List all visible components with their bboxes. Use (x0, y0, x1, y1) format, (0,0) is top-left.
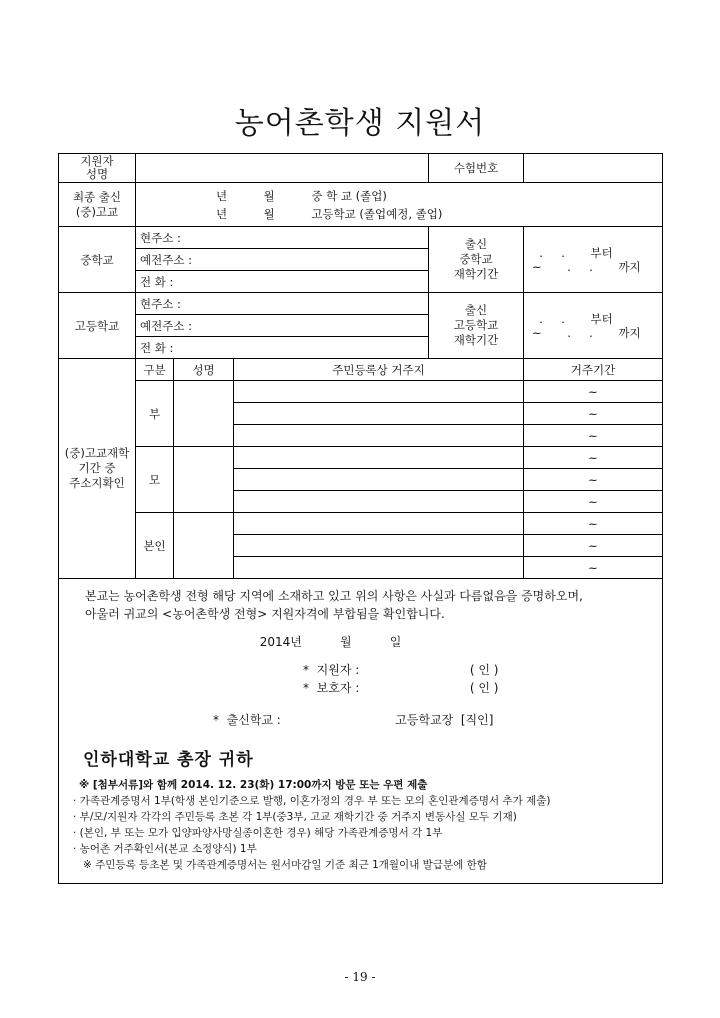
certification-section (59, 579, 663, 884)
self-address-field[interactable] (234, 535, 524, 557)
high-period-field[interactable]: . . 부터 ~ . . 까지 (524, 293, 663, 359)
mother-address-field[interactable] (234, 491, 524, 513)
mother-period-field[interactable]: ~ (524, 491, 663, 513)
self-period-field[interactable]: ~ (524, 557, 663, 579)
mother-address-field[interactable] (234, 469, 524, 491)
note-item: ※ 주민등록 등초본 및 가족관계증명서는 원서마감일 기준 최근 1개월이내 발급분에 한함 (73, 859, 487, 871)
self-address-field[interactable] (234, 513, 524, 535)
principal-signature-line: * 출신학교 : 고등학교장 [직인] (213, 713, 494, 727)
exam-number-label: 수험번호 (429, 154, 524, 183)
applicant-name-label: 지원자 성명 (59, 154, 136, 183)
residence-group-self: 본인 (136, 513, 174, 579)
middle-previous-address-field[interactable] (136, 249, 429, 271)
certification-line-1: 본교는 농어촌학생 전형 해당 지역에 소재하고 있고 위의 사항은 사실과 다름없음을 증명하오며, (85, 589, 583, 603)
father-address-field[interactable] (234, 403, 524, 425)
high-current-address-label: 현주소 : (140, 296, 181, 311)
high-phone-field[interactable] (136, 337, 429, 359)
page-number: - 19 - (344, 970, 376, 984)
applicant-signature-line: * 지원자 : ( 인 ) (303, 663, 499, 677)
father-period-field[interactable]: ~ (524, 425, 663, 447)
self-period-field[interactable]: ~ (524, 513, 663, 535)
note-item: · 가족관계증명서 1부(학생 본인기준으로 발행, 이혼가정의 경우 부 또는 모의 혼인관계증명서 추가 제출) (73, 795, 551, 807)
middle-school-label: 중학교 (59, 227, 136, 293)
father-name-field[interactable] (174, 381, 234, 447)
note-item: · 부/모/지원자 각각의 주민등록 초본 각 1부(중3부, 고교 재학기간 중 거주지 변동사실 모두 기재) (73, 811, 517, 823)
father-address-field[interactable] (234, 425, 524, 447)
note-item: · 농어촌 거주확인서(본교 소정양식) 1부 (73, 843, 257, 855)
mother-name-field[interactable] (174, 447, 234, 513)
middle-current-address-field[interactable] (136, 227, 429, 249)
applicant-name-field[interactable] (136, 154, 429, 183)
middle-previous-address-label: 예전주소 : (140, 252, 192, 267)
residence-group-father: 부 (136, 381, 174, 447)
father-period-field[interactable]: ~ (524, 381, 663, 403)
father-address-field[interactable] (234, 381, 524, 403)
residence-header-period: 거주기간 (524, 359, 663, 381)
page-title: 농어촌학생 지원서 (234, 106, 486, 141)
high-period-label: 출신 고등학교 재학기간 (429, 293, 524, 359)
exam-number-field[interactable] (524, 154, 663, 183)
high-previous-address-label: 예전주소 : (140, 318, 192, 333)
graduation-middle-line: 년 월 중 학 교 (졸업) (216, 188, 387, 203)
application-form-table (58, 153, 663, 884)
residence-check-label: (중)고교재학 기간 중 주소지확인 (59, 359, 136, 579)
graduation-field[interactable] (136, 183, 663, 227)
residence-header-name: 성명 (174, 359, 234, 381)
notes-section (73, 777, 648, 873)
father-period-field[interactable]: ~ (524, 403, 663, 425)
mother-period-field[interactable]: ~ (524, 469, 663, 491)
self-name-field[interactable] (174, 513, 234, 579)
high-phone-label: 전 화 : (140, 340, 174, 355)
high-current-address-field[interactable] (136, 293, 429, 315)
self-period-field[interactable]: ~ (524, 535, 663, 557)
middle-period-field[interactable]: . . 부터 ~ . . 까지 (524, 227, 663, 293)
certification-date: 2014년 월 일 (259, 635, 402, 649)
residence-group-mother: 모 (136, 447, 174, 513)
high-previous-address-field[interactable] (136, 315, 429, 337)
guardian-signature-line: * 보호자 : ( 인 ) (303, 681, 499, 695)
middle-phone-field[interactable] (136, 271, 429, 293)
notes-heading: ※ [첨부서류]와 함께 2014. 12. 23(화) 17:00까지 방문 또는 우편 제출 (79, 779, 428, 791)
self-address-field[interactable] (234, 557, 524, 579)
note-item: · (본인, 부 또는 모가 입양파양사망실종이혼한 경우) 해당 가족관계증명서 각 1부 (73, 827, 443, 839)
middle-phone-label: 전 화 : (140, 274, 174, 289)
residence-header-type: 구분 (136, 359, 174, 381)
graduation-label: 최종 출신 (중)고교 (59, 183, 136, 227)
certification-line-2: 아울러 귀교의 <농어촌학생 전형> 지원자격에 부합됨을 확인합니다. (85, 607, 445, 621)
middle-current-address-label: 현주소 : (140, 230, 181, 245)
mother-period-field[interactable]: ~ (524, 447, 663, 469)
graduation-high-line: 년 월 고등학교 (졸업예정, 졸업) (216, 206, 443, 221)
middle-period-label: 출신 중학교 재학기간 (429, 227, 524, 293)
residence-header-address: 주민등록상 거주지 (234, 359, 524, 381)
addressee: 인하대학교 총장 귀하 (83, 750, 254, 770)
high-school-label: 고등학교 (59, 293, 136, 359)
mother-address-field[interactable] (234, 447, 524, 469)
